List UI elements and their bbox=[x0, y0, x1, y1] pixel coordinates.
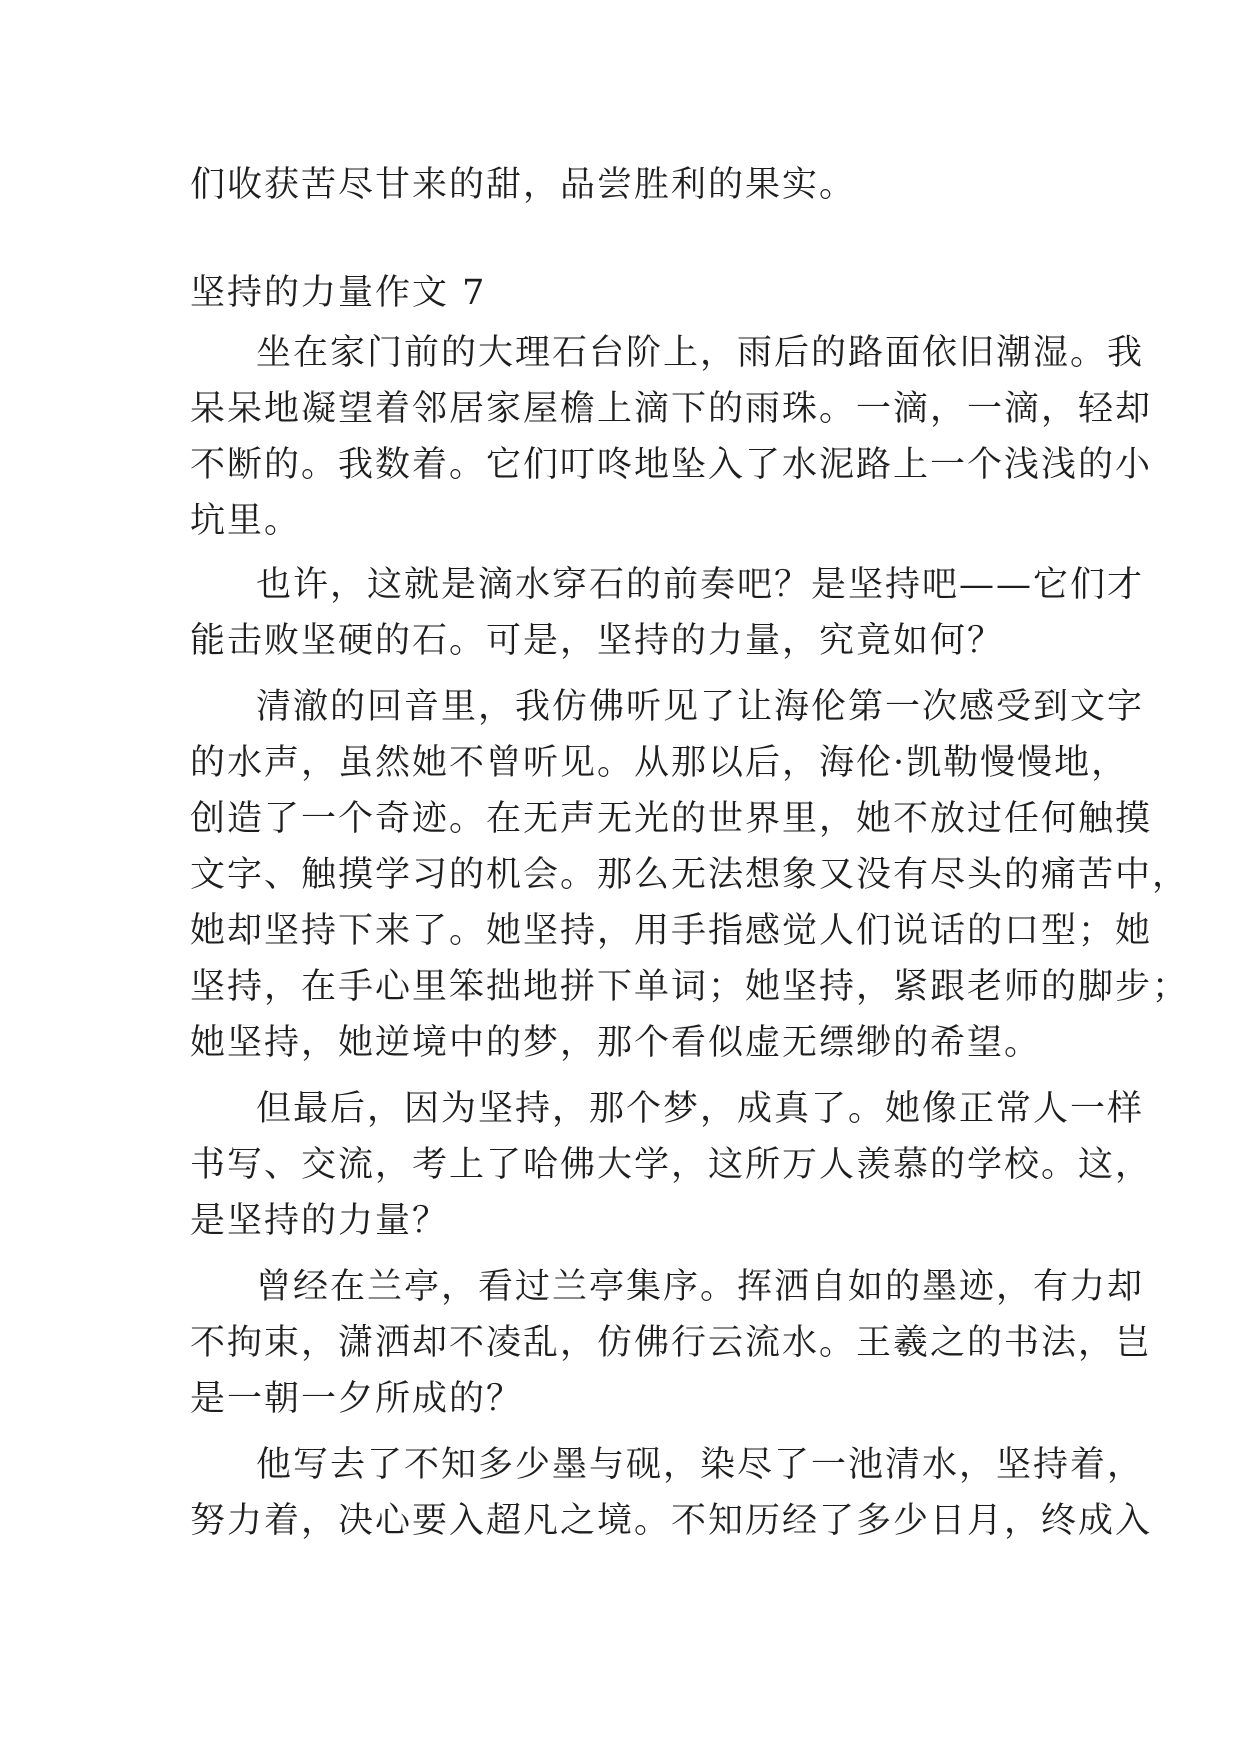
paragraph-1-line-1: 坐在家门前的大理石台阶上，雨后的路面依旧潮湿。我 bbox=[256, 333, 1145, 373]
paragraph-3-line-6: 坚持，在手心里笨拙地拼下单词；她坚持，紧跟老师的脚步； bbox=[190, 967, 1190, 1007]
paragraph-3-line-1: 清澈的回音里，我仿佛听见了让海伦第一次感受到文字 bbox=[256, 687, 1145, 727]
continuation-line: 们收获苦尽甘来的甜，品尝胜利的果实。 bbox=[190, 165, 857, 205]
paragraph-5-line-2: 不拘束，潇洒却不凌乱，仿佛行云流水。王羲之的书法，岂 bbox=[190, 1323, 1153, 1363]
paragraph-3-line-5: 她却坚持下来了。她坚持，用手指感觉人们说话的口型；她 bbox=[190, 911, 1153, 951]
section-title: 坚持的力量作文 7 bbox=[190, 273, 487, 313]
paragraph-2-line-2: 能击败坚硬的石。可是，坚持的力量，究竟如何？ bbox=[190, 621, 1005, 661]
paragraph-1-line-3: 不断的。我数着。它们叮咚地坠入了水泥路上一个浅浅的小 bbox=[190, 445, 1153, 485]
paragraph-4-line-3: 是坚持的力量？ bbox=[190, 1201, 450, 1241]
paragraph-1-line-2: 呆呆地凝望着邻居家屋檐上滴下的雨珠。一滴，一滴，轻却 bbox=[190, 389, 1153, 429]
paragraph-3-line-4: 文字、触摸学习的机会。那么无法想象又没有尽头的痛苦中， bbox=[190, 855, 1190, 895]
paragraph-3-line-2: 的水声，虽然她不曾听见。从那以后，海伦·凯勒慢慢地， bbox=[190, 743, 1129, 783]
paragraph-6-line-1: 他写去了不知多少墨与砚，染尽了一池清水，坚持着， bbox=[256, 1445, 1145, 1485]
paragraph-6-line-2: 努力着，决心要入超凡之境。不知历经了多少日月，终成入 bbox=[190, 1501, 1153, 1541]
paragraph-3-line-3: 创造了一个奇迹。在无声无光的世界里，她不放过任何触摸 bbox=[190, 799, 1153, 839]
paragraph-5-line-1: 曾经在兰亭，看过兰亭集序。挥洒自如的墨迹，有力却 bbox=[256, 1267, 1145, 1307]
paragraph-5-line-3: 是一朝一夕所成的？ bbox=[190, 1379, 524, 1419]
paragraph-4-line-1: 但最后，因为坚持，那个梦，成真了。她像正常人一样 bbox=[256, 1089, 1145, 1129]
paragraph-1-line-4: 坑里。 bbox=[190, 501, 302, 541]
paragraph-3-line-7: 她坚持，她逆境中的梦，那个看似虚无缥缈的希望。 bbox=[190, 1023, 1042, 1063]
paragraph-2-line-1: 也许，这就是滴水穿石的前奏吧？是坚持吧——它们才 bbox=[256, 565, 1145, 605]
paragraph-4-line-2: 书写、交流，考上了哈佛大学，这所万人羡慕的学校。这， bbox=[190, 1145, 1153, 1185]
